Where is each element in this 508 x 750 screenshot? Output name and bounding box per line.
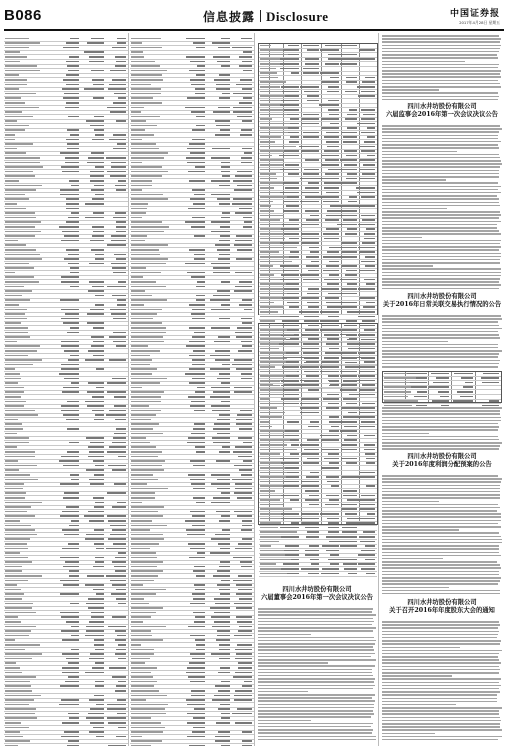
text-line: [258, 653, 375, 655]
shareholder-meeting-notice-header: 四川水井坊股份有限公司 关于召开2016年年度股东大会的通知: [389, 599, 495, 614]
text-line: [382, 89, 439, 91]
text-line: [382, 678, 501, 680]
text-line: [258, 736, 376, 738]
text-line: [382, 246, 501, 248]
text-line: [382, 707, 502, 709]
text-line: [382, 265, 433, 267]
text-line: [382, 698, 497, 700]
text-line: [258, 739, 376, 741]
text-line: [258, 646, 373, 648]
text-line: [382, 653, 499, 655]
text-line: [382, 48, 500, 50]
text-line: [382, 179, 446, 181]
text-line: [258, 697, 372, 699]
text-line: [258, 643, 375, 645]
text-line: [382, 341, 448, 343]
text-line: [382, 587, 449, 589]
section-divider: [260, 10, 261, 22]
text-line: [382, 321, 498, 323]
text-line: [382, 593, 500, 595]
text-line: [382, 256, 501, 258]
text-line: [382, 182, 498, 184]
text-line: [382, 720, 501, 722]
text-line: [382, 558, 443, 560]
text-line: [382, 532, 499, 534]
text-line: [382, 675, 452, 677]
text-line: [382, 523, 498, 525]
text-line: [382, 643, 500, 645]
text-line: [382, 513, 501, 515]
text-line: [382, 160, 501, 162]
related-transaction-text-2: [382, 407, 502, 452]
text-line: [382, 272, 501, 274]
text-line: [382, 70, 501, 72]
text-line: [382, 621, 499, 623]
text-line: [382, 67, 498, 69]
text-line: [382, 54, 497, 56]
text-line: [258, 614, 376, 616]
text-line: [382, 186, 501, 188]
text-line: [258, 637, 374, 639]
text-line: [382, 237, 422, 239]
text-line: [382, 233, 501, 235]
text-line: [258, 621, 374, 623]
text-line: [382, 685, 501, 687]
text-line: [382, 536, 501, 538]
text-line: [382, 436, 498, 438]
text-line: [258, 630, 373, 632]
text-line: [382, 360, 500, 362]
text-line: [382, 407, 502, 409]
text-line: [382, 548, 499, 550]
text-line: [382, 567, 501, 569]
text-line: [258, 707, 374, 709]
text-line: [382, 347, 498, 349]
text-line: [382, 61, 465, 63]
text-line: [382, 51, 499, 53]
board-resolution-text: [258, 608, 376, 742]
text-line: [382, 38, 501, 40]
text-line: [382, 631, 499, 633]
text-line: [382, 230, 499, 232]
related-transaction-text: [382, 315, 502, 369]
text-line: [382, 475, 498, 477]
text-line: [382, 647, 460, 649]
text-line: [382, 433, 429, 435]
text-line: [258, 672, 372, 674]
notices-column: [380, 33, 504, 746]
text-line: [258, 608, 373, 610]
text-line: [382, 211, 500, 213]
equity-change-column: [256, 33, 379, 746]
text-line: [382, 73, 500, 75]
text-line: [382, 135, 498, 137]
text-line: [258, 624, 372, 626]
text-line: [382, 45, 501, 47]
text-line: [382, 516, 501, 518]
text-line: [382, 672, 499, 674]
text-line: [382, 417, 501, 419]
text-line: [258, 681, 374, 683]
text-line: [382, 125, 500, 127]
section-title: [203, 8, 329, 25]
text-line: [258, 720, 311, 722]
text-line: [382, 86, 501, 88]
text-line: [382, 659, 499, 661]
section-title-cn: 信息披露: [203, 10, 256, 24]
text-line: [382, 590, 500, 592]
text-line: [382, 284, 501, 286]
text-line: [258, 659, 376, 661]
text-line: [382, 318, 502, 320]
text-line: [382, 202, 499, 204]
text-line: [382, 337, 500, 339]
text-line: [382, 92, 498, 94]
text-line: [382, 334, 499, 336]
text-line: [382, 353, 499, 355]
text-line: [382, 666, 499, 668]
text-line: [382, 268, 501, 270]
text-line: [382, 726, 500, 728]
text-line: [382, 627, 498, 629]
text-line: [382, 526, 501, 528]
text-line: [382, 356, 498, 358]
text-line: [382, 478, 502, 480]
masthead-logo: 中国证券报: [449, 9, 500, 19]
text-line: [382, 166, 500, 168]
text-line: [258, 640, 376, 642]
text-line: [382, 494, 500, 496]
supervisory-board-text: [382, 125, 502, 291]
text-line: [382, 350, 502, 352]
text-line: [258, 700, 375, 702]
text-line: [258, 627, 376, 629]
text-line: [382, 574, 499, 576]
text-line: [382, 637, 497, 639]
page-number: B086: [4, 7, 42, 24]
text-line: [258, 665, 375, 667]
text-line: [382, 691, 500, 693]
text-line: [382, 688, 499, 690]
text-line: [258, 716, 371, 718]
text-line: [382, 413, 500, 415]
board-resolution-notice-header: 四川水井坊股份有限公司 六届董事会2016年第一次会议决议公告: [261, 586, 373, 601]
text-line: [382, 564, 500, 566]
text-line: [382, 583, 498, 585]
equity-change-table-prior: [258, 323, 378, 525]
text-line: [382, 128, 502, 130]
text-line: [382, 710, 499, 712]
balance-sheet-column: [4, 33, 129, 746]
text-line: [382, 507, 500, 509]
profit-distribution-notice-header: 四川水井坊股份有限公司 关于2016年度利润分配预案的公告: [392, 453, 492, 468]
text-line: [382, 147, 499, 149]
text-line: [382, 262, 500, 264]
text-line: [382, 278, 500, 280]
text-line: [382, 429, 498, 431]
text-line: [382, 221, 501, 223]
text-line: [382, 640, 501, 642]
text-line: [382, 173, 499, 175]
text-line: [382, 96, 499, 98]
text-line: [382, 227, 497, 229]
text-line: [258, 662, 328, 664]
text-line: [382, 650, 502, 652]
text-line: [382, 138, 498, 140]
text-line: [382, 504, 498, 506]
text-line: [382, 315, 501, 317]
text-line: [382, 485, 500, 487]
text-line: [382, 529, 459, 531]
text-line: [258, 611, 372, 613]
text-line: [382, 144, 498, 146]
text-line: [382, 208, 447, 210]
text-line: [382, 214, 501, 216]
text-line: [382, 704, 456, 706]
text-line: [382, 344, 498, 346]
text-line: [382, 99, 498, 101]
table-row: [259, 572, 377, 577]
related-transaction-notice-header: 四川水井坊股份有限公司 关于2016年日常关联交易执行情况的公告: [382, 293, 502, 308]
text-line: [382, 64, 499, 66]
text-line: [382, 420, 501, 422]
text-line: [258, 704, 374, 706]
text-line: [382, 580, 500, 582]
text-line: [382, 733, 435, 735]
text-line: [382, 542, 502, 544]
text-line: [258, 710, 373, 712]
text-line: [382, 481, 501, 483]
text-line: [382, 669, 500, 671]
income-statement-column: [130, 33, 255, 746]
text-line: [382, 729, 502, 731]
page-header: [0, 0, 508, 30]
text-line: [382, 217, 499, 219]
text-line: [382, 205, 500, 207]
text-line: [382, 363, 499, 365]
text-line: [382, 577, 501, 579]
text-line: [258, 678, 375, 680]
text-line: [382, 224, 497, 226]
text-line: [382, 555, 501, 557]
text-line: [382, 325, 499, 327]
text-line: [382, 701, 497, 703]
text-line: [382, 275, 501, 277]
text-line: [382, 717, 500, 719]
text-line: [258, 685, 375, 687]
text-line: [382, 491, 500, 493]
text-line: [258, 694, 375, 696]
text-line: [382, 195, 497, 197]
text-line: [382, 520, 501, 522]
text-line: [382, 83, 500, 85]
text-line: [382, 662, 501, 664]
text-line: [382, 35, 499, 37]
related-transaction-table: [382, 371, 502, 403]
header-rule: [4, 29, 504, 31]
text-line: [258, 691, 308, 693]
table-row: [4, 744, 128, 746]
text-line: [382, 131, 499, 133]
issue-date: 2017年4月28日 星期五: [459, 20, 500, 25]
text-line: [382, 141, 501, 143]
text-line: [382, 501, 439, 503]
text-line: [382, 253, 501, 255]
text-line: [382, 243, 500, 245]
text-line: [382, 151, 457, 153]
balance-sheet-table: [4, 37, 128, 746]
text-line: [382, 723, 500, 725]
text-line: [258, 675, 373, 677]
text-line: [382, 488, 500, 490]
text-line: [382, 510, 497, 512]
text-line: [382, 240, 501, 242]
text-line: [382, 76, 501, 78]
text-line: [382, 439, 499, 441]
text-line: [382, 41, 500, 43]
text-line: [382, 634, 498, 636]
text-line: [382, 571, 499, 573]
text-line: [382, 328, 502, 330]
text-line: [258, 634, 311, 636]
text-line: [382, 552, 499, 554]
text-line: [382, 682, 499, 684]
text-line: [382, 170, 499, 172]
text-line: [258, 656, 371, 658]
text-line: [382, 739, 498, 741]
text-line: [382, 410, 500, 412]
income-statement-table: [130, 37, 254, 746]
text-line: [382, 448, 499, 450]
shareholder-meeting-text: [382, 621, 502, 742]
text-line: [382, 192, 501, 194]
text-line: [382, 331, 498, 333]
notice-text-top: [382, 35, 502, 102]
text-line: [382, 426, 499, 428]
text-line: [382, 694, 497, 696]
text-line: [258, 618, 373, 620]
text-line: [382, 154, 499, 156]
text-line: [382, 624, 500, 626]
text-line: [258, 723, 373, 725]
text-line: [382, 288, 499, 290]
text-line: [382, 445, 500, 447]
equity-change-table: [258, 43, 378, 315]
text-line: [382, 561, 497, 563]
text-line: [258, 726, 371, 728]
text-line: [382, 539, 502, 541]
text-line: [258, 729, 373, 731]
text-line: [258, 669, 372, 671]
text-line: [382, 545, 499, 547]
text-line: [382, 80, 498, 82]
table-row: [130, 744, 254, 746]
text-line: [382, 442, 502, 444]
text-line: [382, 423, 498, 425]
text-line: [382, 57, 498, 59]
text-line: [382, 259, 500, 261]
text-line: [382, 281, 499, 283]
text-line: [382, 713, 499, 715]
section-title-en: Disclosure: [266, 9, 329, 24]
text-line: [258, 713, 374, 715]
text-line: [382, 176, 499, 178]
text-line: [382, 163, 502, 165]
text-line: [382, 656, 498, 658]
text-line: [382, 157, 500, 159]
text-line: [382, 366, 498, 368]
profit-distribution-text: [382, 475, 502, 596]
text-line: [382, 497, 500, 499]
text-line: [382, 736, 502, 738]
text-line: [258, 688, 373, 690]
text-line: [258, 732, 372, 734]
text-line: [382, 198, 499, 200]
supervisory-board-notice-header: 四川水井坊股份有限公司 六届监事会2016年第一次会议决议公告: [386, 103, 498, 118]
text-line: [382, 189, 498, 191]
text-line: [258, 649, 374, 651]
text-line: [382, 249, 499, 251]
